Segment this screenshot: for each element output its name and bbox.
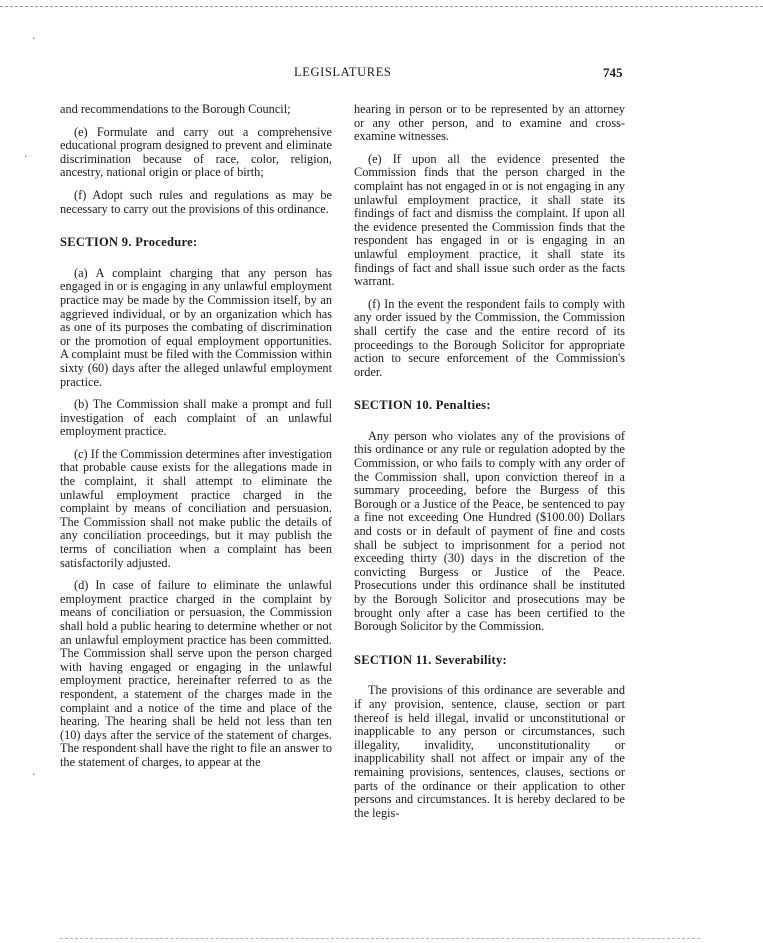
paragraph: hearing in person or to be represented by an attorney or any other person, and to examine and cross-examine witnesses.	[354, 102, 625, 144]
paragraph: Any person who violates any of the provisions of this ordinance or any rule or regulation adopted by the Commission, or who fails to comply with any order of the Commission shall, upon conviction thereof in a summary proceeding, before the Burgess of this Borough or a Justice of the Peace, be sentenced to pay a fine not exceeding One Hundred ($100.00) Dollars and costs or in default of payment of fine and costs shall be subject to imprisonment for a period not exceeding thirty (30) days in the discretion of the convicting Burgess or Justice of the Peace. Prosecutions under this ordinance shall be instituted by the Borough Solicitor and prosecutions may be brought only after a case has been certified to the Borough Solicitor by the Commission.	[354, 428, 625, 634]
scan-speck: ·	[32, 770, 36, 781]
paragraph: (c) If the Commission determines after investigation that probable cause exists for the allegations made in the complaint, it shall attempt to eliminate the unlawful employment practice charged in the complaint by means of conciliation and persuasion. The Commission shall not make public the details of any conciliation proceedings, but it may publish the terms of conciliation when a complaint has been satisfactorily adjusted.	[60, 446, 332, 570]
section-heading-text: SECTION 9. Procedure:	[60, 235, 198, 250]
scan-edge-top	[0, 6, 763, 7]
paragraph: (d) In case of failure to eliminate the unlawful employment practice charged in the complaint by means of conciliation or persuasion, the Commission shall hold a public hearing to determine whether or not an unlawful employment practice has been committed. The Commission shall serve upon the person charged with having engaged or engaging in the unlawful employment practice, hereinafter referred to as the respondent, a statement of the charges made in the complaint and a notice of the time and place of the hearing. The hearing shall be held not less than ten (10) days after the service of the statement of charges. The respondent shall have the right to file an answer to the statement of charges, to appear at the	[60, 578, 332, 769]
scan-edge-bottom	[60, 938, 700, 939]
paragraph: (a) A complaint charging that any person has engaged in or is engaging in any unlawful employment practice may be made by the Commission itself, by an aggrieved individual, or by an organization which has as one of its purposes the combating of discrimination or the promotion of equal employment opportunities. A complaint must be filed with the Commission within sixty (60) days after the alleged unlawful employment practice.	[60, 265, 332, 389]
paragraph: (b) The Commission shall make a prompt and full investigation of each complaint of an unlawful employment practice.	[60, 397, 332, 439]
scan-speck: ·	[32, 34, 36, 45]
scan-speck: ·	[24, 152, 28, 163]
section-heading	[60, 236, 332, 250]
section-heading	[354, 399, 625, 413]
section-heading-text: SECTION 11. Severability:	[354, 652, 507, 667]
paragraph: and recommendations to the Borough Council;	[60, 102, 291, 116]
paragraph: (f) Adopt such rules and regulations as may be necessary to carry out the provisions of this ordinance.	[60, 187, 332, 216]
right-column	[354, 103, 625, 829]
running-head: LEGISLATURES	[294, 65, 392, 79]
section-heading-text: SECTION 10. Penalties:	[354, 398, 491, 413]
page-number: 745	[603, 65, 623, 80]
section-heading	[354, 654, 625, 668]
paragraph: (e) If upon all the evidence presented the Commission finds that the person charged in the complaint has not engaged in or is not engaging in any unlawful employment practice, it shall state its findings of fact and dismiss the complaint. If upon all the evidence presented the Commission finds that the respondent has engaged in or is engaging in an unlawful employment practice, it shall state its findings of fact and shall issue such order as the facts warrant.	[354, 151, 625, 289]
paragraph: The provisions of this ordinance are severable and if any provision, sentence, clause, section or part thereof is held illegal, invalid or unconstitutional or inapplicable to any person or circumstances, such illegality, invalidity, unconstitutionality or inapplicability shall not affect or impair any of the remaining provisions, sentences, clauses, sections or parts of the ordinance or their application to other persons and circumstances. It is hereby declared to be the legis-	[354, 683, 625, 820]
left-column	[60, 103, 332, 779]
paragraph: (f) In the event the respondent fails to comply with any order issued by the Commission, the Commission shall certify the case and the entire record of its proceedings to the Borough Solicitor for appropriate action to secure enforcement of the Commission's order.	[354, 296, 625, 379]
paragraph: (e) Formulate and carry out a comprehensive educational program designed to prevent and eliminate discrimination because of race, color, religion, ancestry, national origin or place of birth;	[60, 124, 332, 180]
